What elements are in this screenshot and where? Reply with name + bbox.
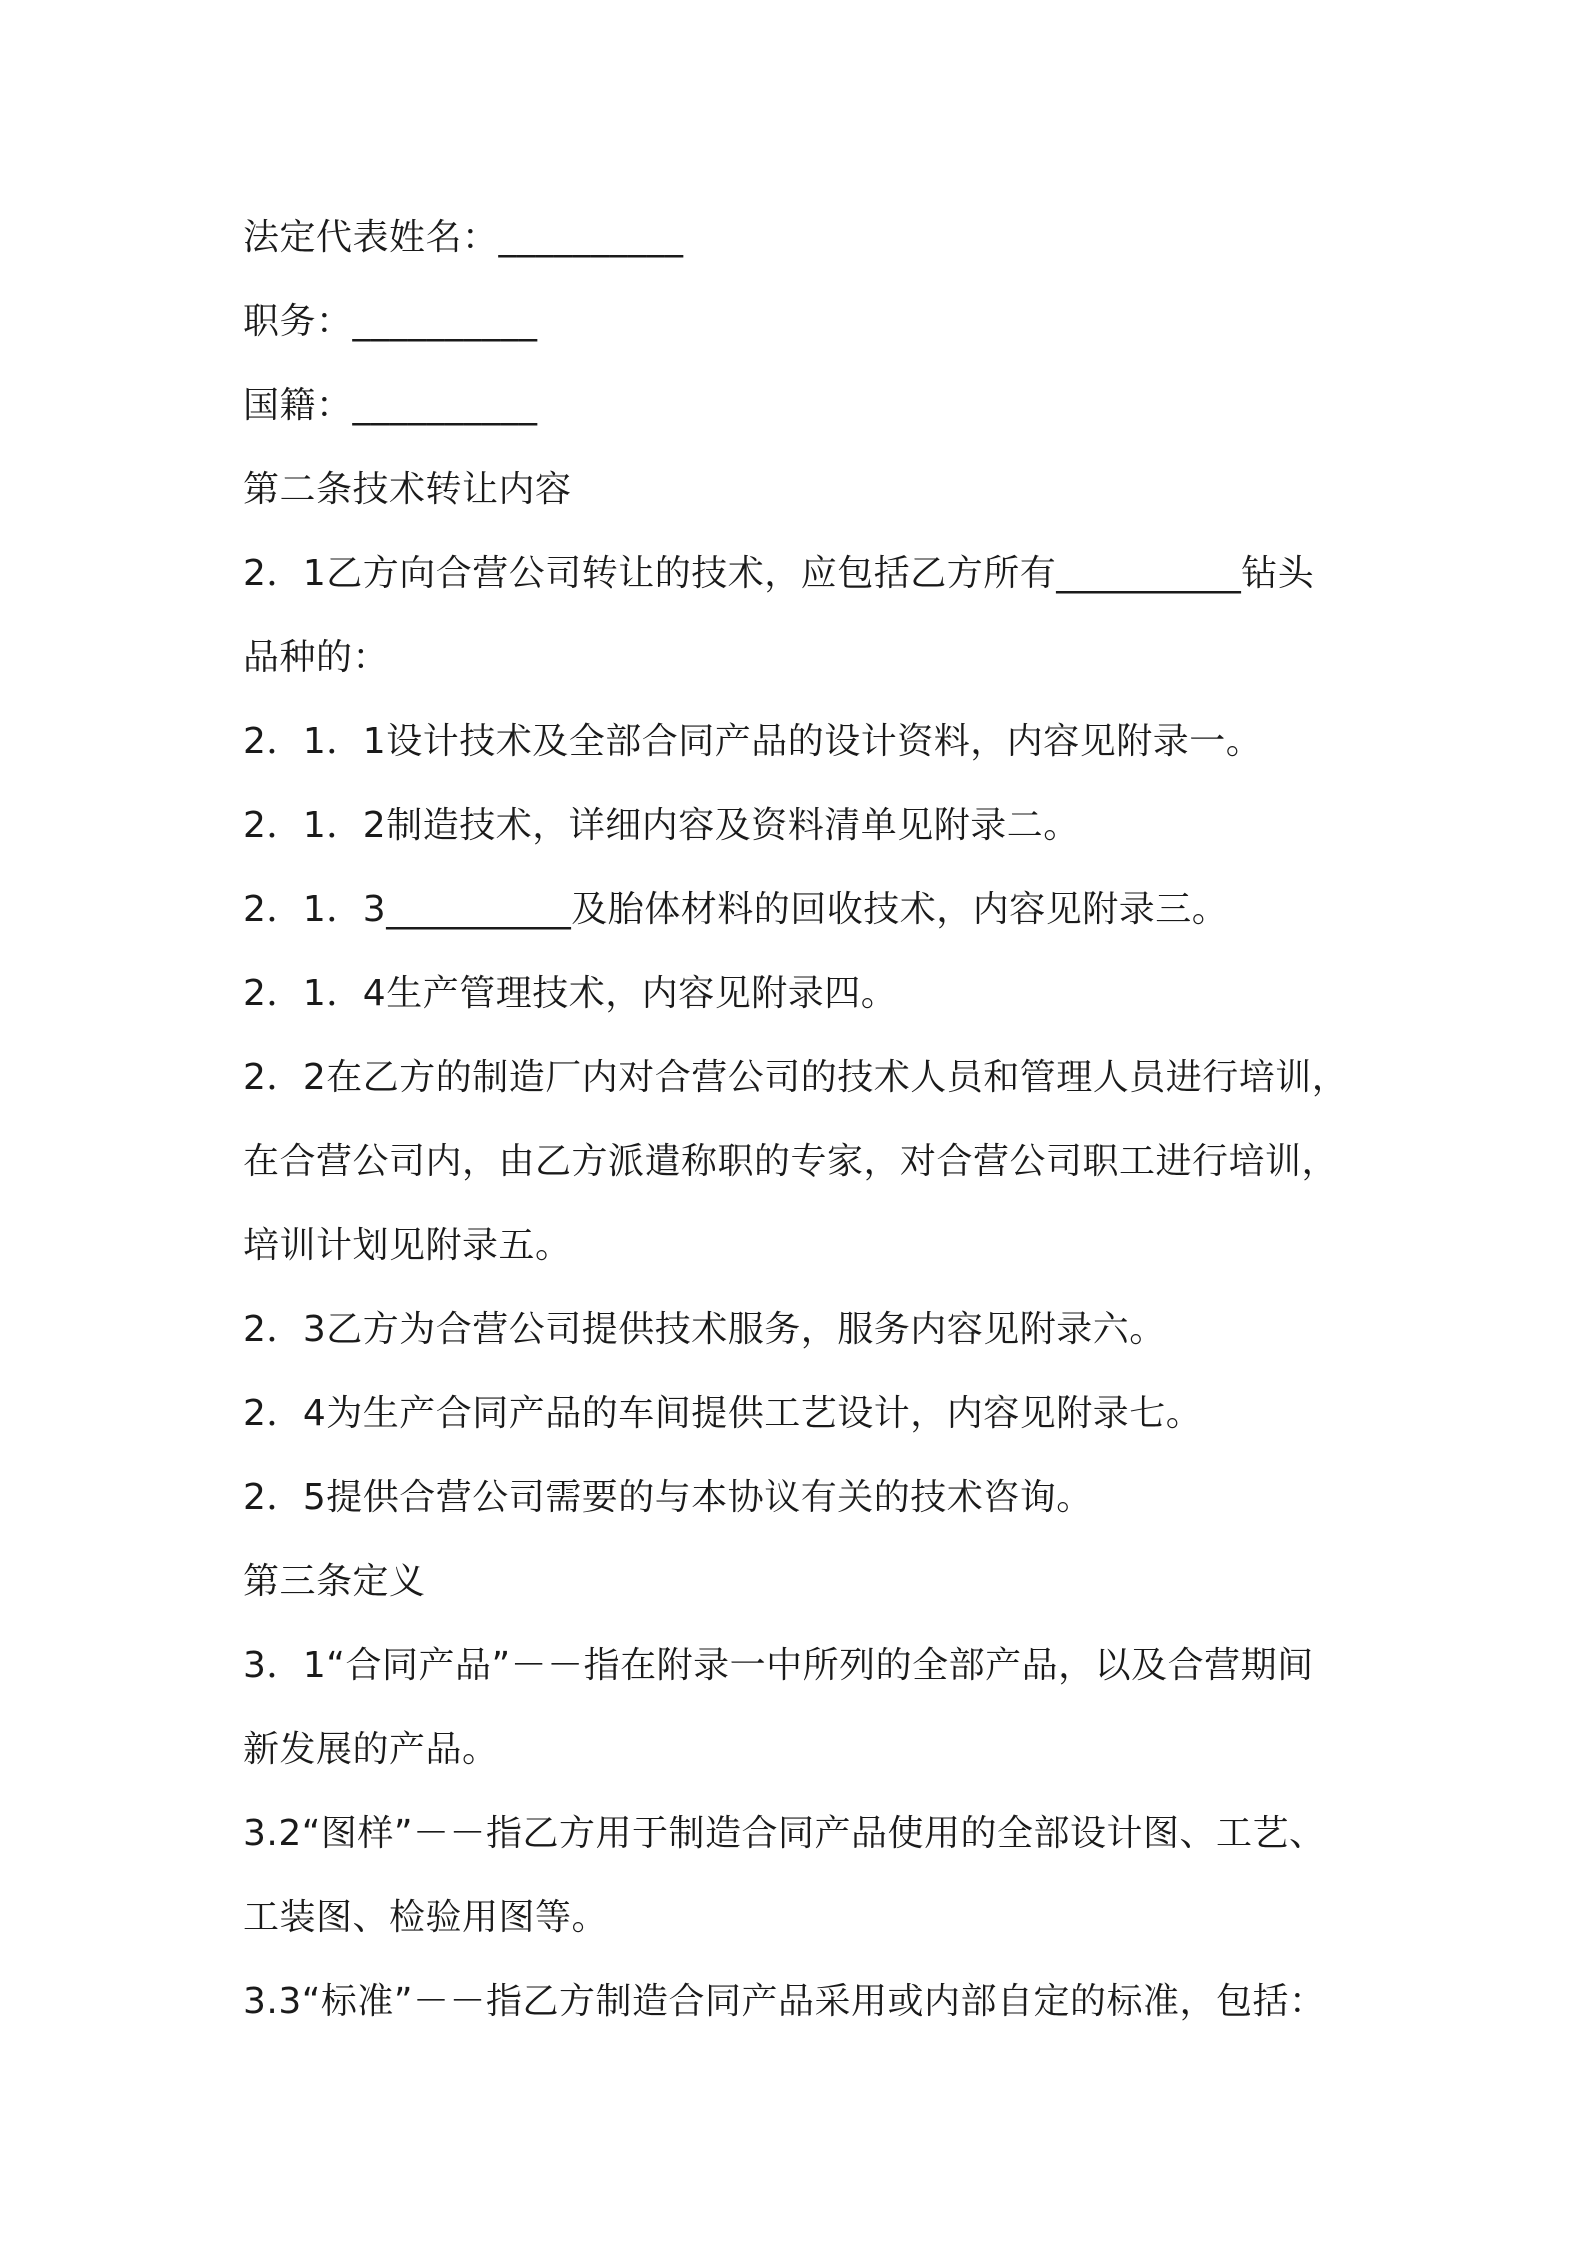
article-2-heading: 第二条技术转让内容: [243, 469, 572, 510]
clause-3-3: 3.3“标准”－－指乙方制造合同产品采用或内部自定的标准，包括：: [243, 1981, 1326, 2022]
clause-2-2-line-3: 培训计划见附录五。: [243, 1225, 572, 1266]
clause-2-1-line-2: 品种的：: [243, 637, 390, 678]
legal-representative-name-line: 法定代表姓名：__________: [243, 217, 684, 258]
article-3-heading: 第三条定义: [243, 1561, 426, 1602]
clause-2-1-line-1: 2．1乙方向合营公司转让的技术，应包括乙方所有__________钻头: [243, 553, 1315, 594]
clause-2-1-1: 2．1．1设计技术及全部合同产品的设计资料，内容见附录一。: [243, 721, 1263, 762]
clause-2-3: 2．3乙方为合营公司提供技术服务，服务内容见附录六。: [243, 1309, 1166, 1350]
clause-2-1-4: 2．1．4生产管理技术，内容见附录四。: [243, 973, 898, 1014]
clause-2-5: 2．5提供合营公司需要的与本协议有关的技术咨询。: [243, 1477, 1093, 1518]
clause-3-1-line-1: 3．1“合同产品”－－指在附录一中所列的全部产品，以及合营期间: [243, 1645, 1314, 1686]
clause-3-2-line-2: 工装图、检验用图等。: [243, 1897, 609, 1938]
clause-2-1-3: 2．1．3__________及胎体材料的回收技术，内容见附录三。: [243, 889, 1229, 930]
clause-3-2-line-1: 3.2“图样”－－指乙方用于制造合同产品使用的全部设计图、工艺、: [243, 1813, 1326, 1854]
clause-2-4: 2．4为生产合同产品的车间提供工艺设计，内容见附录七。: [243, 1393, 1203, 1434]
position-line: 职务：__________: [243, 301, 538, 342]
clause-2-1-2: 2．1．2制造技术，详细内容及资料清单见附录二。: [243, 805, 1080, 846]
document-body: [243, 196, 1363, 2044]
nationality-line: 国籍：__________: [243, 385, 538, 426]
clause-2-2-line-1: 2．2在乙方的制造厂内对合营公司的技术人员和管理人员进行培训，: [243, 1057, 1349, 1098]
clause-2-2-line-2: 在合营公司内，由乙方派遣称职的专家，对合营公司职工进行培训，: [243, 1141, 1339, 1182]
clause-3-1-line-2: 新发展的产品。: [243, 1729, 499, 1770]
